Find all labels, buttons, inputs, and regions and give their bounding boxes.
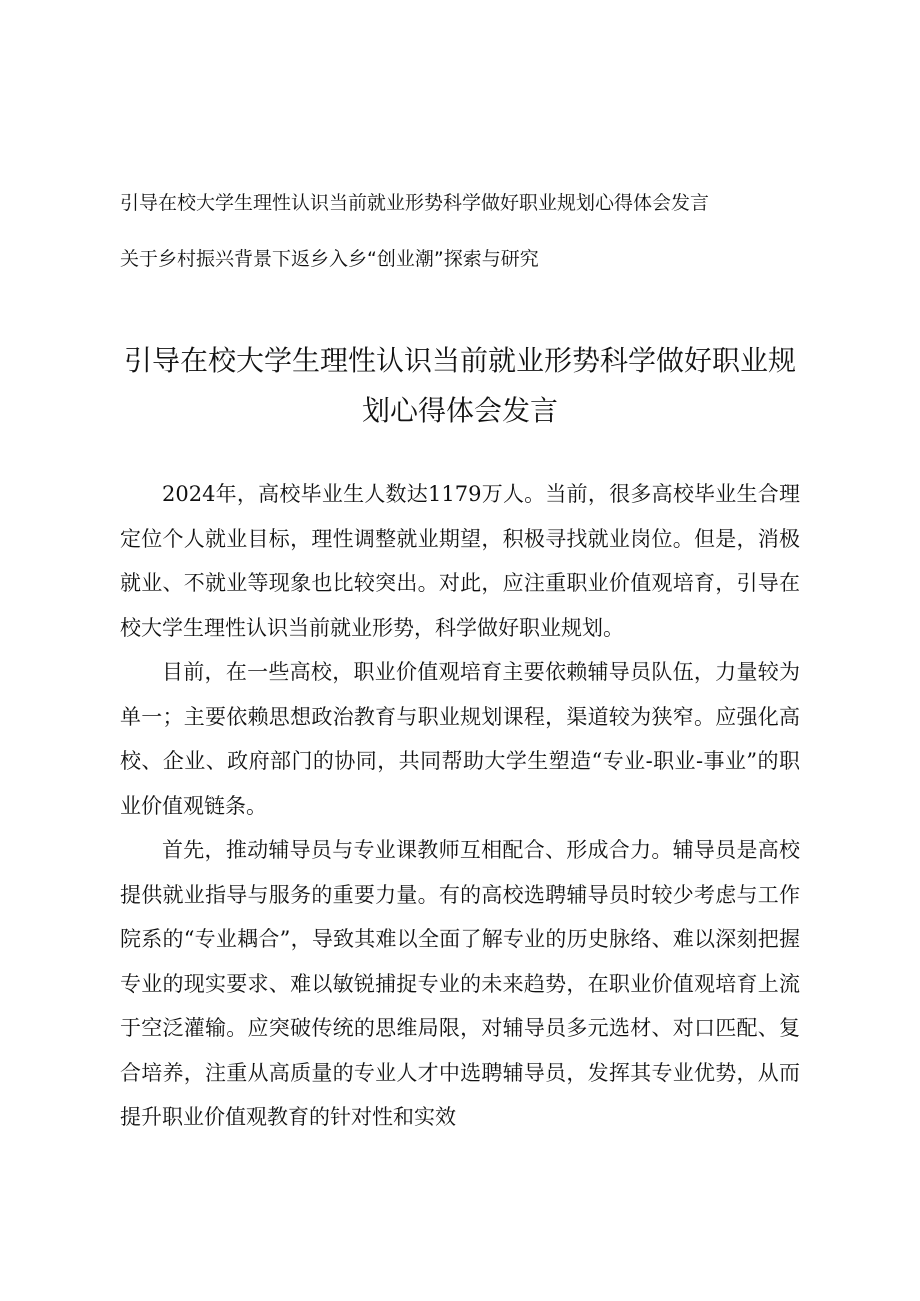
paragraph-2: 目前，在一些高校，职业价值观培育主要依赖辅导员队伍，力量较为单一；主要依赖思想政治教育与职业规划课程，渠道较为狭窄。应强化高校、企业、政府部门的协同，共同帮助大学生塑造“专业-职业-事业”的职业价值观链条。	[120, 660, 800, 818]
document-body	[120, 472, 800, 1140]
document-title-line-2: 划心得体会发言	[361, 394, 558, 427]
paragraph-3: 首先，推动辅导员与专业课教师互相配合、形成合力。辅导员是高校提供就业指导与服务的重要力量。有的高校选聘辅导员时较少考虑与工作院系的“专业耦合”，导致其难以全面了解专业的历史脉络、难以深刻把握专业的现实要求、难以敏锐捕捉专业的未来趋势，在职业价值观培育上流于空泛灌输。应突破传统的思维局限，对辅导员多元选材、对口匹配、复合培养，注重从高质量的专业人才中选聘辅导员，发挥其专业优势，从而提升职业价值观教育的针对性和实效	[120, 838, 800, 1129]
paragraph-1: 2024年，高校毕业生人数达1179万人。当前，很多高校毕业生合理定位个人就业目标，理性调整就业期望，积极寻找就业岗位。但是，消极就业、不就业等现象也比较突出。对此，应注重职业价值观培育，引导在校大学生理性认识当前就业形势，科学做好职业规划。	[120, 482, 800, 640]
toc-entry-1: 引导在校大学生理性认识当前就业形势科学做好职业规划心得体会发言	[120, 192, 710, 214]
document-title	[120, 336, 800, 436]
document-title-line-1: 引导在校大学生理性认识当前就业形势科学做好职业规	[123, 344, 796, 377]
toc-entry-2: 关于乡村振兴背景下返乡入乡“创业潮”探索与研究	[120, 248, 539, 270]
